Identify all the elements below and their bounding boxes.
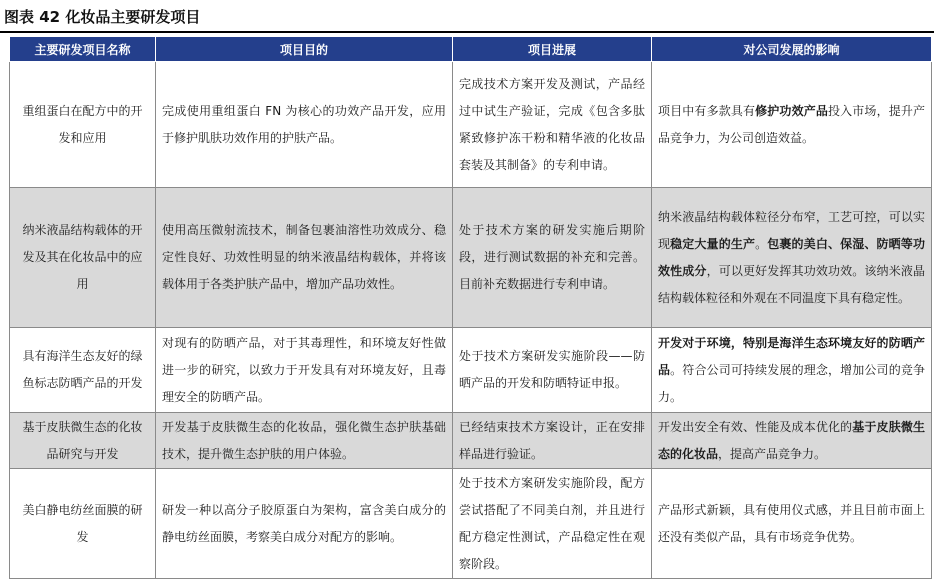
header-project-purpose: 项目目的 bbox=[156, 37, 453, 62]
impact-text: ，提高产品竞争力。 bbox=[718, 446, 827, 461]
project-purpose-cell: 研发一种以高分子胶原蛋白为架构，富含美白成分的静电纺丝面膜，考察美白成分对配方的影响。 bbox=[156, 469, 453, 579]
project-purpose-cell: 使用高压微射流技术，制备包裹油溶性功效成分、稳定性良好、功效性明显的纳米液晶结构载体，并将该载体用于各类护肤产品中，增加产品功效性。 bbox=[156, 188, 453, 328]
impact-highlight: 修护功效产品 bbox=[755, 103, 828, 118]
impact-highlight: 稳定大量的生产 bbox=[670, 236, 756, 251]
project-name-cell: 纳米液晶结构载体的开发及其在化妆品中的应用 bbox=[10, 188, 156, 328]
impact-text: 纳米液晶结构载体粒径分布窄，工艺可控，可以实现 bbox=[658, 209, 925, 251]
project-purpose-cell: 开发基于皮肤微生态的化妆品，强化微生态护肤基础技术，提升微生态护肤的用户体验。 bbox=[156, 413, 453, 469]
table-row bbox=[10, 328, 932, 413]
table-row bbox=[10, 62, 932, 188]
impact-highlight: 开发对于环境，特别是海洋生态环境友好的防晒产品 bbox=[658, 335, 925, 377]
title-rule bbox=[0, 31, 934, 33]
project-purpose-cell: 完成使用重组蛋白 FN 为核心的功效产品开发，应用于修护肌肤功效作用的护肤产品。 bbox=[156, 62, 453, 188]
impact-text: 。 bbox=[755, 236, 768, 251]
header-project-progress: 项目进展 bbox=[453, 37, 652, 62]
project-name-cell: 具有海洋生态友好的绿鱼标志防晒产品的开发 bbox=[10, 328, 156, 413]
project-progress-cell: 处于技术方案研发实施阶段——防晒产品的开发和防晒特证申报。 bbox=[453, 328, 652, 413]
project-name-cell: 重组蛋白在配方中的开发和应用 bbox=[10, 62, 156, 188]
project-impact-cell bbox=[652, 328, 932, 413]
project-progress-cell: 处于技术方案的研发实施后期阶段，进行测试数据的补充和完善。目前补充数据进行专利申请。 bbox=[453, 188, 652, 328]
table-row bbox=[10, 469, 932, 579]
impact-text: 投入市场，提升产品竞争力，为公司创造效益。 bbox=[658, 103, 925, 145]
project-progress-cell: 完成技术方案开发及测试，产品经过中试生产验证，完成《包含多肽紧致修护冻干粉和精华液的化妆品套装及其制备》的专利申请。 bbox=[453, 62, 652, 188]
project-impact-cell bbox=[652, 188, 932, 328]
impact-highlight: 包裹的美白、保湿、防晒等功效性成分 bbox=[658, 236, 925, 278]
project-impact-cell bbox=[652, 413, 932, 469]
impact-text: ，可以更好发挥其功效功效。该纳米液晶结构载体粒径和外观在不同温度下具有稳定性。 bbox=[658, 263, 925, 305]
table-row bbox=[10, 188, 932, 328]
header-company-impact: 对公司发展的影响 bbox=[652, 37, 932, 62]
rd-projects-table bbox=[9, 36, 932, 579]
impact-text: 产品形式新颖，具有使用仪式感，并且目前市面上还没有类似产品，具有市场竞争优势。 bbox=[658, 502, 925, 544]
impact-text: 项目中有多款具有 bbox=[658, 103, 756, 118]
project-progress-cell: 已经结束技术方案设计，正在安排样品进行验证。 bbox=[453, 413, 652, 469]
project-impact-cell bbox=[652, 469, 932, 579]
impact-highlight: 基于皮肤微生态的化妆品 bbox=[658, 419, 925, 461]
project-purpose-cell: 对现有的防晒产品，对于其毒理性，和环境友好性做进一步的研究，以致力于开发具有对环境友好，且毒理安全的防晒产品。 bbox=[156, 328, 453, 413]
project-name-cell: 基于皮肤微生态的化妆品研究与开发 bbox=[10, 413, 156, 469]
impact-text: 开发出安全有效、性能及成本优化的 bbox=[658, 419, 853, 434]
impact-text: 。符合公司可持续发展的理念，增加公司的竞争力。 bbox=[658, 362, 925, 404]
figure-title: 图表 42 化妆品主要研发项目 bbox=[4, 8, 201, 26]
header-project-name: 主要研发项目名称 bbox=[10, 37, 156, 62]
project-progress-cell: 处于技术方案研发实施阶段，配方尝试搭配了不同美白剂，并且进行配方稳定性测试，产品稳定性在观察阶段。 bbox=[453, 469, 652, 579]
project-impact-cell bbox=[652, 62, 932, 188]
table-header-row bbox=[10, 37, 932, 62]
project-name-cell: 美白静电纺丝面膜的研发 bbox=[10, 469, 156, 579]
table-row bbox=[10, 413, 932, 469]
